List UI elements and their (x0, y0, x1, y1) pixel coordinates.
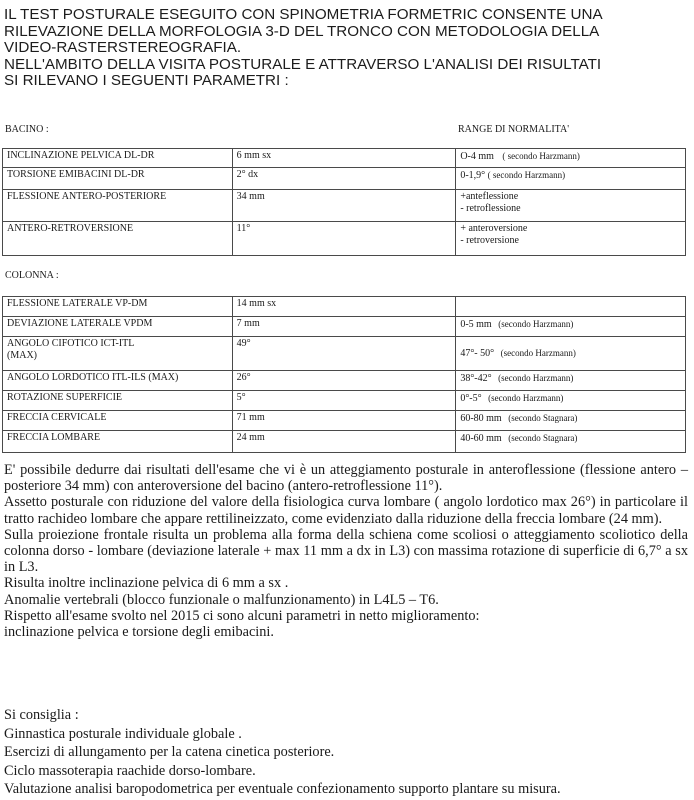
paragraph: Rispetto all'esame svolto nel 2015 ci sono alcuni parametri in netto miglioramento: (4, 607, 480, 624)
advice-section (4, 706, 688, 799)
range-note: (secondo Harzmann) (500, 348, 576, 358)
range-value: 60-80 mm (460, 413, 502, 424)
table-row (3, 190, 686, 222)
value-cell: 71 mm (232, 411, 456, 431)
range-value: 40-60 mm (460, 433, 502, 444)
advice-title: Si consiglia : (4, 707, 79, 723)
param-cell: ANTERO-RETROVERSIONE (3, 222, 233, 256)
value-cell: 49° (232, 337, 456, 371)
param-line: ANGOLO CIFOTICO ICT-ITL (7, 338, 135, 349)
value-cell: 26° (232, 371, 456, 391)
header-line: NELL'AMBITO DELLA VISITA POSTURALE E ATTRAVERSO L'ANALISI DEI RISULTATI (4, 55, 602, 73)
table-row (3, 297, 686, 317)
range-note: - retroflessione (460, 203, 521, 214)
table-row (3, 371, 686, 391)
param-cell: FRECCIA CERVICALE (3, 411, 233, 431)
table-row (3, 391, 686, 411)
range-value: O-4 mm (460, 151, 494, 162)
range-label: RANGE DI NORMALITA' (458, 124, 569, 135)
bacino-table (2, 148, 686, 256)
advice-item: Esercizi di allungamento per la catena cinetica posteriore. (4, 744, 335, 760)
range-cell (456, 168, 686, 190)
bacino-label: BACINO : (5, 124, 49, 135)
param-cell: FLESSIONE ANTERO-POSTERIORE (3, 190, 233, 222)
advice-item: Ciclo massoterapia raachide dorso-lombare. (4, 762, 256, 779)
colonna-label: COLONNA : (5, 270, 59, 281)
document-header (4, 7, 684, 90)
range-note: (secondo Stagnara) (508, 433, 578, 443)
range-cell (456, 371, 686, 391)
range-cell (456, 297, 686, 317)
range-cell (456, 149, 686, 168)
range-cell (456, 411, 686, 431)
value-cell: 2° dx (232, 168, 456, 190)
range-value: + anteroversione (460, 223, 528, 234)
range-value: +anteflessione (460, 191, 519, 202)
param-line: (MAX) (7, 350, 37, 361)
param-cell: ROTAZIONE SUPERFICIE (3, 391, 233, 411)
param-cell: DEVIAZIONE LATERALE VPDM (3, 317, 233, 337)
advice-item: Valutazione analisi baropodometrica per eventuale confezionamento supporto plantare su misura. (4, 781, 561, 797)
range-cell (456, 391, 686, 411)
table-row (3, 431, 686, 453)
value-cell: 6 mm sx (232, 149, 456, 168)
paragraph: E' possibile dedurre dai risultati dell'esame che vi è un atteggiamento posturale in anteroflessione (flessione antero – posteriore 34 mm) con anteroversione del bacino (antero-retroflessione 11°). (4, 462, 688, 495)
range-note: - retroversione (460, 235, 519, 246)
paragraph: inclinazione pelvica e torsione degli emibacini. (4, 624, 274, 641)
header-line: IL TEST POSTURALE ESEGUITO CON SPINOMETRIA FORMETRIC CONSENTE UNA (4, 6, 603, 23)
range-cell (456, 337, 686, 371)
range-cell (456, 431, 686, 453)
table-row (3, 337, 686, 371)
range-value: 47°- 50° (460, 348, 495, 359)
range-cell (456, 317, 686, 337)
value-cell: 34 mm (232, 190, 456, 222)
colonna-table (2, 296, 686, 453)
range-note: (secondo Stagnara) (508, 413, 578, 423)
range-value: 0-1,9° (460, 170, 486, 181)
param-cell: FRECCIA LOMBARE (3, 431, 233, 453)
header-line: SI RILEVANO I SEGUENTI PARAMETRI : (4, 72, 289, 89)
range-note: ( secondo Harzmann) (487, 170, 566, 180)
paragraph: Assetto posturale con riduzione del valore della fisiologica curva lombare ( angolo lordotico max 26°) in particolare il tratto rachideo lombare che appare rettilineizzato, come evidenziato dalla riduzione della freccia lombare (24 mm). (4, 494, 688, 527)
value-cell: 7 mm (232, 317, 456, 337)
header-line: RILEVAZIONE DELLA MORFOLOGIA 3-D DEL TRONCO CON METODOLOGIA DELLA (4, 22, 600, 40)
range-note: (secondo Harzmann) (488, 393, 564, 403)
value-cell: 5° (232, 391, 456, 411)
table-row (3, 317, 686, 337)
range-value: 0-5 mm (460, 319, 492, 330)
table-row (3, 168, 686, 190)
findings-text (4, 462, 688, 640)
param-cell (3, 337, 233, 371)
advice-item: Ginnastica posturale individuale globale . (4, 725, 242, 742)
paragraph: Sulla proiezione frontale risulta un problema alla forma della schiena come scoliosi o atteggiamento scoliotico della colonna dorso - lombare (deviazione laterale + max 11 mm a dx in L3) con massima rotazione di superficie di 6,7° a sx in L3. (4, 526, 688, 576)
paragraph: Risulta inoltre inclinazione pelvica di 6 mm a sx . (4, 575, 289, 592)
range-note: ( secondo Harzmann) (502, 151, 580, 161)
range-value: 38°-42° (460, 373, 492, 384)
header-line: VIDEO-RASTERSTEREOGRAFIA. (4, 39, 242, 56)
value-cell: 14 mm sx (232, 297, 456, 317)
table-row (3, 149, 686, 168)
param-cell: INCLINAZIONE PELVICA DL-DR (3, 149, 233, 168)
table-row (3, 222, 686, 256)
range-note: (secondo Harzmann) (498, 319, 574, 329)
param-cell: TORSIONE EMIBACINI DL-DR (3, 168, 233, 190)
param-cell: FLESSIONE LATERALE VP-DM (3, 297, 233, 317)
range-cell (456, 222, 686, 256)
range-value: 0°-5° (460, 393, 482, 404)
value-cell: 24 mm (232, 431, 456, 453)
range-note: (secondo Harzmann) (498, 373, 574, 383)
param-cell: ANGOLO LORDOTICO ITL-ILS (MAX) (3, 371, 233, 391)
value-cell: 11° (232, 222, 456, 256)
range-cell (456, 190, 686, 222)
table-row (3, 411, 686, 431)
paragraph: Anomalie vertebrali (blocco funzionale o malfunzionamento) in L4L5 – T6. (4, 591, 439, 608)
